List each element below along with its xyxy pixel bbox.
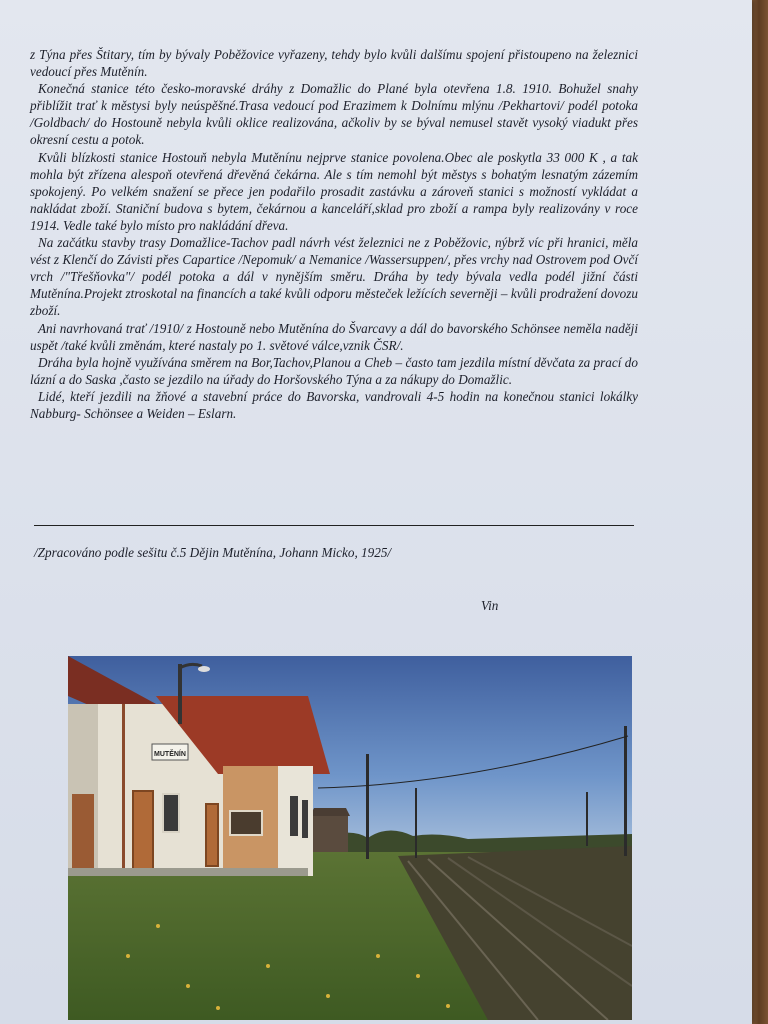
window bbox=[302, 800, 308, 838]
paragraph: z Týna přes Štitary, tím by bývaly Poběžovice vyřazeny, tehdy bylo kvůli dalšímu spojení přistoupeno na železnici vedoucí přes Mutěnín. bbox=[30, 47, 638, 80]
author-signature: Vin bbox=[481, 598, 499, 613]
paragraph: Na začátku stavby trasy Domažlice-Tachov padl návrh vést železnici ne z Poběžovic, nýbrž víc při hranici, měla vést z Klenčí do Závisti přes Capartice /Nepomuk/ a Nemanice /Wassersuppen/, přes vrchy nad Ostrovem pod Ovčí vrch /"Třešňovka"/ podél potoka a dál v nynějším směru. Dráha by tedy bývala vedla podél jižní části Mutěnína.Projekt ztroskotal na financích a také kvůli odporu městeček ležících severněji – kvůli prodražení dovozu zboží. bbox=[30, 235, 638, 319]
source-note: /Zpracováno podle sešitu č.5 Dějin Mutěnína, Johann Micko, 1925/ bbox=[34, 545, 392, 560]
railway-station-photo bbox=[68, 656, 632, 1020]
paragraph: Ani navrhovaná trať /1910/ z Hostouně nebo Mutěnína do Švarcavy a dál do bavorského Schönsee neměla naději uspět /také kvůli změnám, které nastaly po 1. světové válce,vznik ČSR/. bbox=[30, 320, 638, 353]
article-body bbox=[30, 46, 638, 422]
window bbox=[163, 794, 179, 832]
horizontal-divider bbox=[34, 525, 634, 526]
window bbox=[290, 796, 298, 836]
paragraph: Lidé, kteří jezdili na žňové a stavební práce do Bavorska, vandrovali 4-5 hodin na konečnou stanici lokálky Nabburg- Schönsee a Weiden – Eslarn. bbox=[30, 388, 638, 421]
utility-pole bbox=[415, 788, 417, 858]
door bbox=[72, 794, 94, 874]
lamp-post bbox=[178, 664, 182, 724]
paragraph: Konečná stanice této česko-moravské dráhy z Domažlic do Plané byla otevřena 1.8. 1910. Bohužel snahy přiblížit trať k městysi byly neúspěšné.Trasa vedoucí pod Erazimem k Dolnímu mlýnu /Pekhartovi/ podél potoka /Goldbach/ do Hostouně nebyla kvůli oklice realizována, ačkoliv by se býval nemusel stavět vysoký viadukt přes okresní cestu a potok. bbox=[30, 81, 638, 148]
shed bbox=[312, 816, 348, 852]
paragraph: Kvůli blízkosti stanice Hostouň nebyla Mutěnínu nejprve stanice povolena.Obec ale poskytla 33 000 K , a tak mohla být zřízena alespoň otevřená dřevěná čekárna. Ale s tím nemohl být městys s bohatým lesnatým zázemím spokojený. Po velkém snažení se přece jen podařilo prosadit zastávku a zároveň stanici s možností vykládat a nakládat zboží. Staniční budova s bytem, čekárnou a kanceláří,sklad pro zboží a rampa byly realizovány v roce 1914. Vedle také bylo místo pro nakládání dřeva. bbox=[30, 149, 638, 233]
utility-pole bbox=[624, 726, 627, 856]
door bbox=[206, 804, 218, 866]
station-sign: MUTĚNÍN bbox=[154, 751, 186, 758]
platform bbox=[68, 868, 308, 876]
downpipe bbox=[122, 704, 125, 874]
window bbox=[230, 811, 262, 835]
door bbox=[133, 791, 153, 869]
paragraph: Dráha byla hojně využívána směrem na Bor,Tachov,Planou a Cheb – často tam jezdila místní děvčata za prací do lázní a do Saska ,často se jezdilo na úřady do Horšovského Týna a za nákupy do Domažlic. bbox=[30, 354, 638, 387]
utility-pole bbox=[586, 792, 588, 846]
utility-pole bbox=[366, 754, 369, 859]
